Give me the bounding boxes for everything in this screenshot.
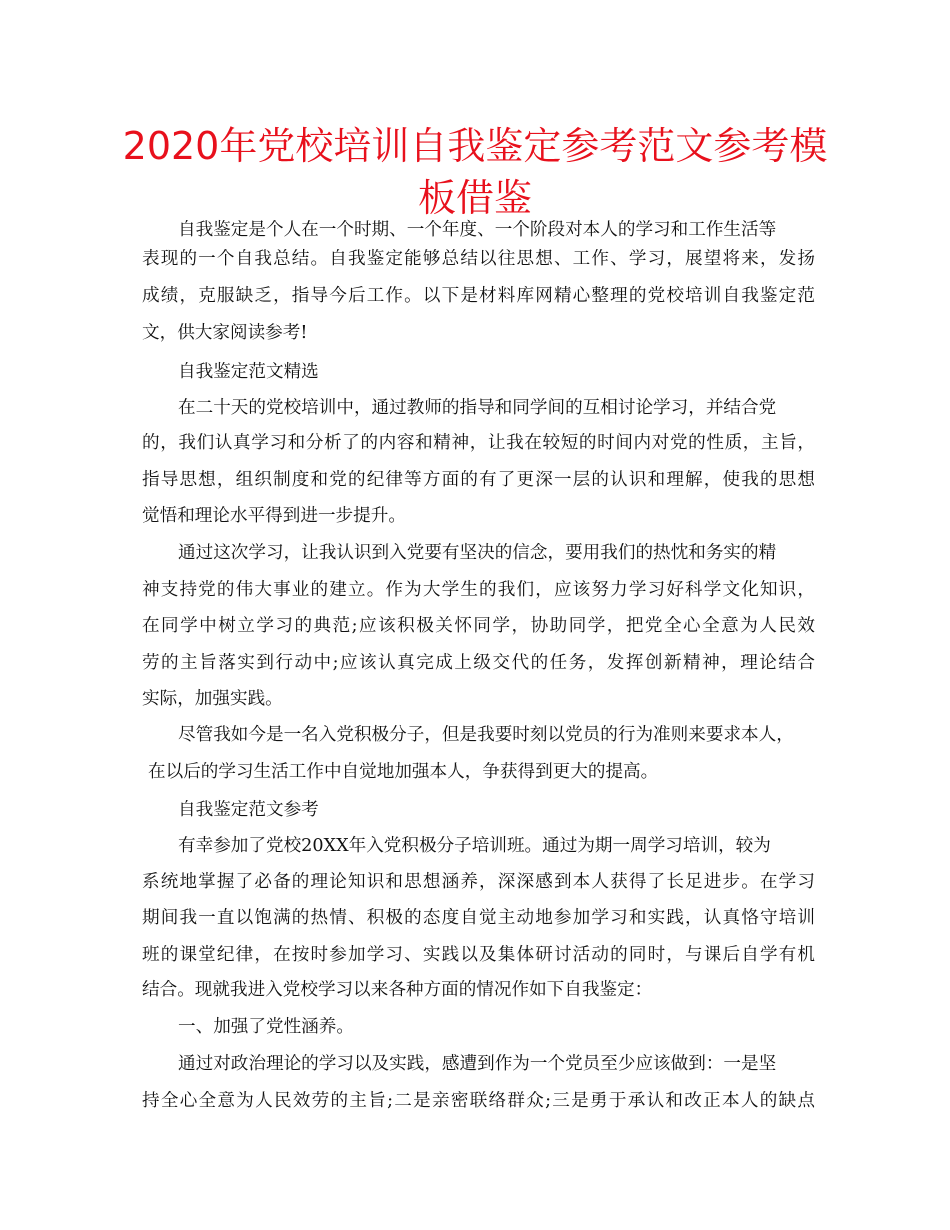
text-line: 通过这次学习，让我认识到入党要有坚决的信念，要用我们的热忱和务实的精 xyxy=(178,543,777,563)
section-heading: 自我鉴定范文参考 xyxy=(178,800,319,820)
text-line: 在二十天的党校培训中，通过教师的指导和同学间的互相讨论学习，并结合党 xyxy=(178,398,777,418)
section-heading: 一、加强了党性涵养。 xyxy=(178,1017,354,1037)
text-line: 有幸参加了党校20XX年入党积极分子培训班。通过为期一周学习培训，较为 xyxy=(178,836,771,856)
text-line: 在以后的学习生活工作中自觉地加强本人，争获得到更大的提高。 xyxy=(148,762,659,782)
text-line: 班的课堂纪律，在按时参加学习、实践以及集体研讨活动的同时，与课后自学有机 xyxy=(142,945,815,965)
text-line: 尽管我如今是一名入党积极分子，但是我要时刻以党员的行为准则来要求本人， xyxy=(178,725,794,745)
text-line: 觉悟和理论水平得到进一步提升。 xyxy=(142,506,406,526)
text-line: 持全心全意为人民效劳的主旨;二是亲密联络群众;三是勇于承认和改正本人的缺点 xyxy=(142,1091,815,1111)
text-line: 神支持党的伟大事业的建立。作为大学生的我们，应该努力学习好科学文化知识， xyxy=(142,580,815,600)
text-line: 通过对政治理论的学习以及实践，感遭到作为一个党员至少应该做到：一是坚 xyxy=(178,1054,777,1074)
text-line: 期间我一直以饱满的热情、积极的态度自觉主动地参加学习和实践，认真恪守培训 xyxy=(142,908,815,928)
text-line: 系统地掌握了必备的理论知识和思想涵养，深深感到本人获得了长足进步。在学习 xyxy=(142,872,815,892)
text-line: 的，我们认真学习和分析了的内容和精神，让我在较短的时间内对党的性质，主旨， xyxy=(142,433,815,453)
text-line: 自我鉴定是个人在一个时期、一个年度、一个阶段对本人的学习和工作生活等 xyxy=(178,220,777,240)
text-line: 表现的一个自我总结。自我鉴定能够总结以往思想、工作、学习，展望将来，发扬 xyxy=(142,249,815,269)
section-heading: 自我鉴定范文精选 xyxy=(178,362,319,382)
text-line: 在同学中树立学习的典范;应该积极关怀同学，协助同学，把党全心全意为人民效 xyxy=(142,616,815,636)
text-line: 结合。现就我进入党校学习以来各种方面的情况作如下自我鉴定： xyxy=(142,980,653,1000)
text-line: 指导思想，组织制度和党的纪律等方面的有了更深一层的认识和理解，使我的思想 xyxy=(142,470,815,490)
document-title: 2020年党校培训自我鉴定参考范文参考模板借鉴 xyxy=(122,124,828,220)
text-line: 实际，加强实践。 xyxy=(142,689,283,709)
text-line: 成绩，克服缺乏，指导今后工作。以下是材料库网精心整理的党校培训自我鉴定范 xyxy=(142,286,815,306)
text-line: 文，供大家阅读参考! xyxy=(142,323,308,343)
text-line: 劳的主旨落实到行动中;应该认真完成上级交代的任务，发挥创新精神，理论结合 xyxy=(142,653,815,673)
